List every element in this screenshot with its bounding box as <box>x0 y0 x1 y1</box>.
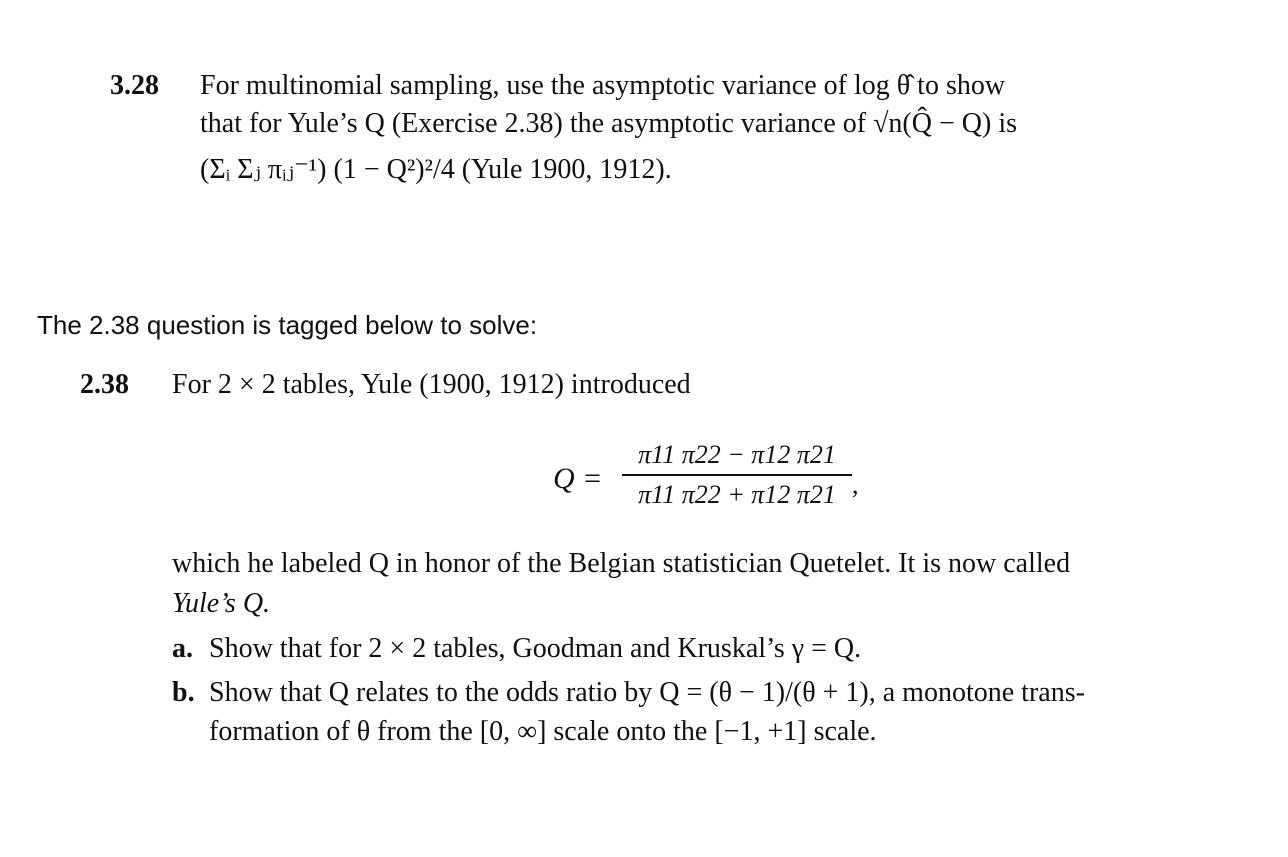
fraction-bar <box>622 474 852 476</box>
formula-lhs: Q = <box>553 462 603 495</box>
exercise-line-1 <box>200 70 1247 102</box>
paragraph-line-2: Yule’s Q. <box>172 588 271 619</box>
exercise-line-2 <box>200 108 1247 140</box>
exercise-line-3: (Σᵢ Σⱼ πᵢⱼ⁻¹) (1 − Q²)²/4 (Yule 1900, 1912). <box>200 154 672 185</box>
formula-numerator: π11 π22 − π12 π21 <box>638 440 836 469</box>
exercise-number: 2.38 <box>80 369 129 400</box>
item-b-label: b. <box>172 677 195 708</box>
item-a-label: a. <box>172 633 193 664</box>
formula-comma: , <box>852 470 859 499</box>
tagged-note: The 2.38 question is tagged below to solve: <box>37 310 538 340</box>
formula-fraction <box>622 440 852 510</box>
line-text: For multinomial sampling, use the asymptotic variance of log θ̂ to show <box>200 70 1006 101</box>
paragraph-line-1: which he labeled Q in honor of the Belgian statistician Quetelet. It is now called <box>172 548 1071 579</box>
line-text: that for Yule’s Q (Exercise 2.38) the asymptotic variance of √n(Q̂ − Q) is <box>200 108 1017 139</box>
justified-text <box>200 70 1247 102</box>
exercise-intro: For 2 × 2 tables, Yule (1900, 1912) introduced <box>172 369 691 400</box>
item-a-text: Show that for 2 × 2 tables, Goodman and Kruskal’s γ = Q. <box>209 633 862 664</box>
exercise-number: 3.28 <box>110 70 159 101</box>
item-b-line-1: Show that Q relates to the odds ratio by Q = (θ − 1)/(θ + 1), a monotone trans- <box>209 677 1085 708</box>
formula-denominator: π11 π22 + π12 π21 <box>638 480 836 509</box>
item-b-line-2: formation of θ from the [0, ∞] scale onto the [−1, +1] scale. <box>209 716 877 747</box>
